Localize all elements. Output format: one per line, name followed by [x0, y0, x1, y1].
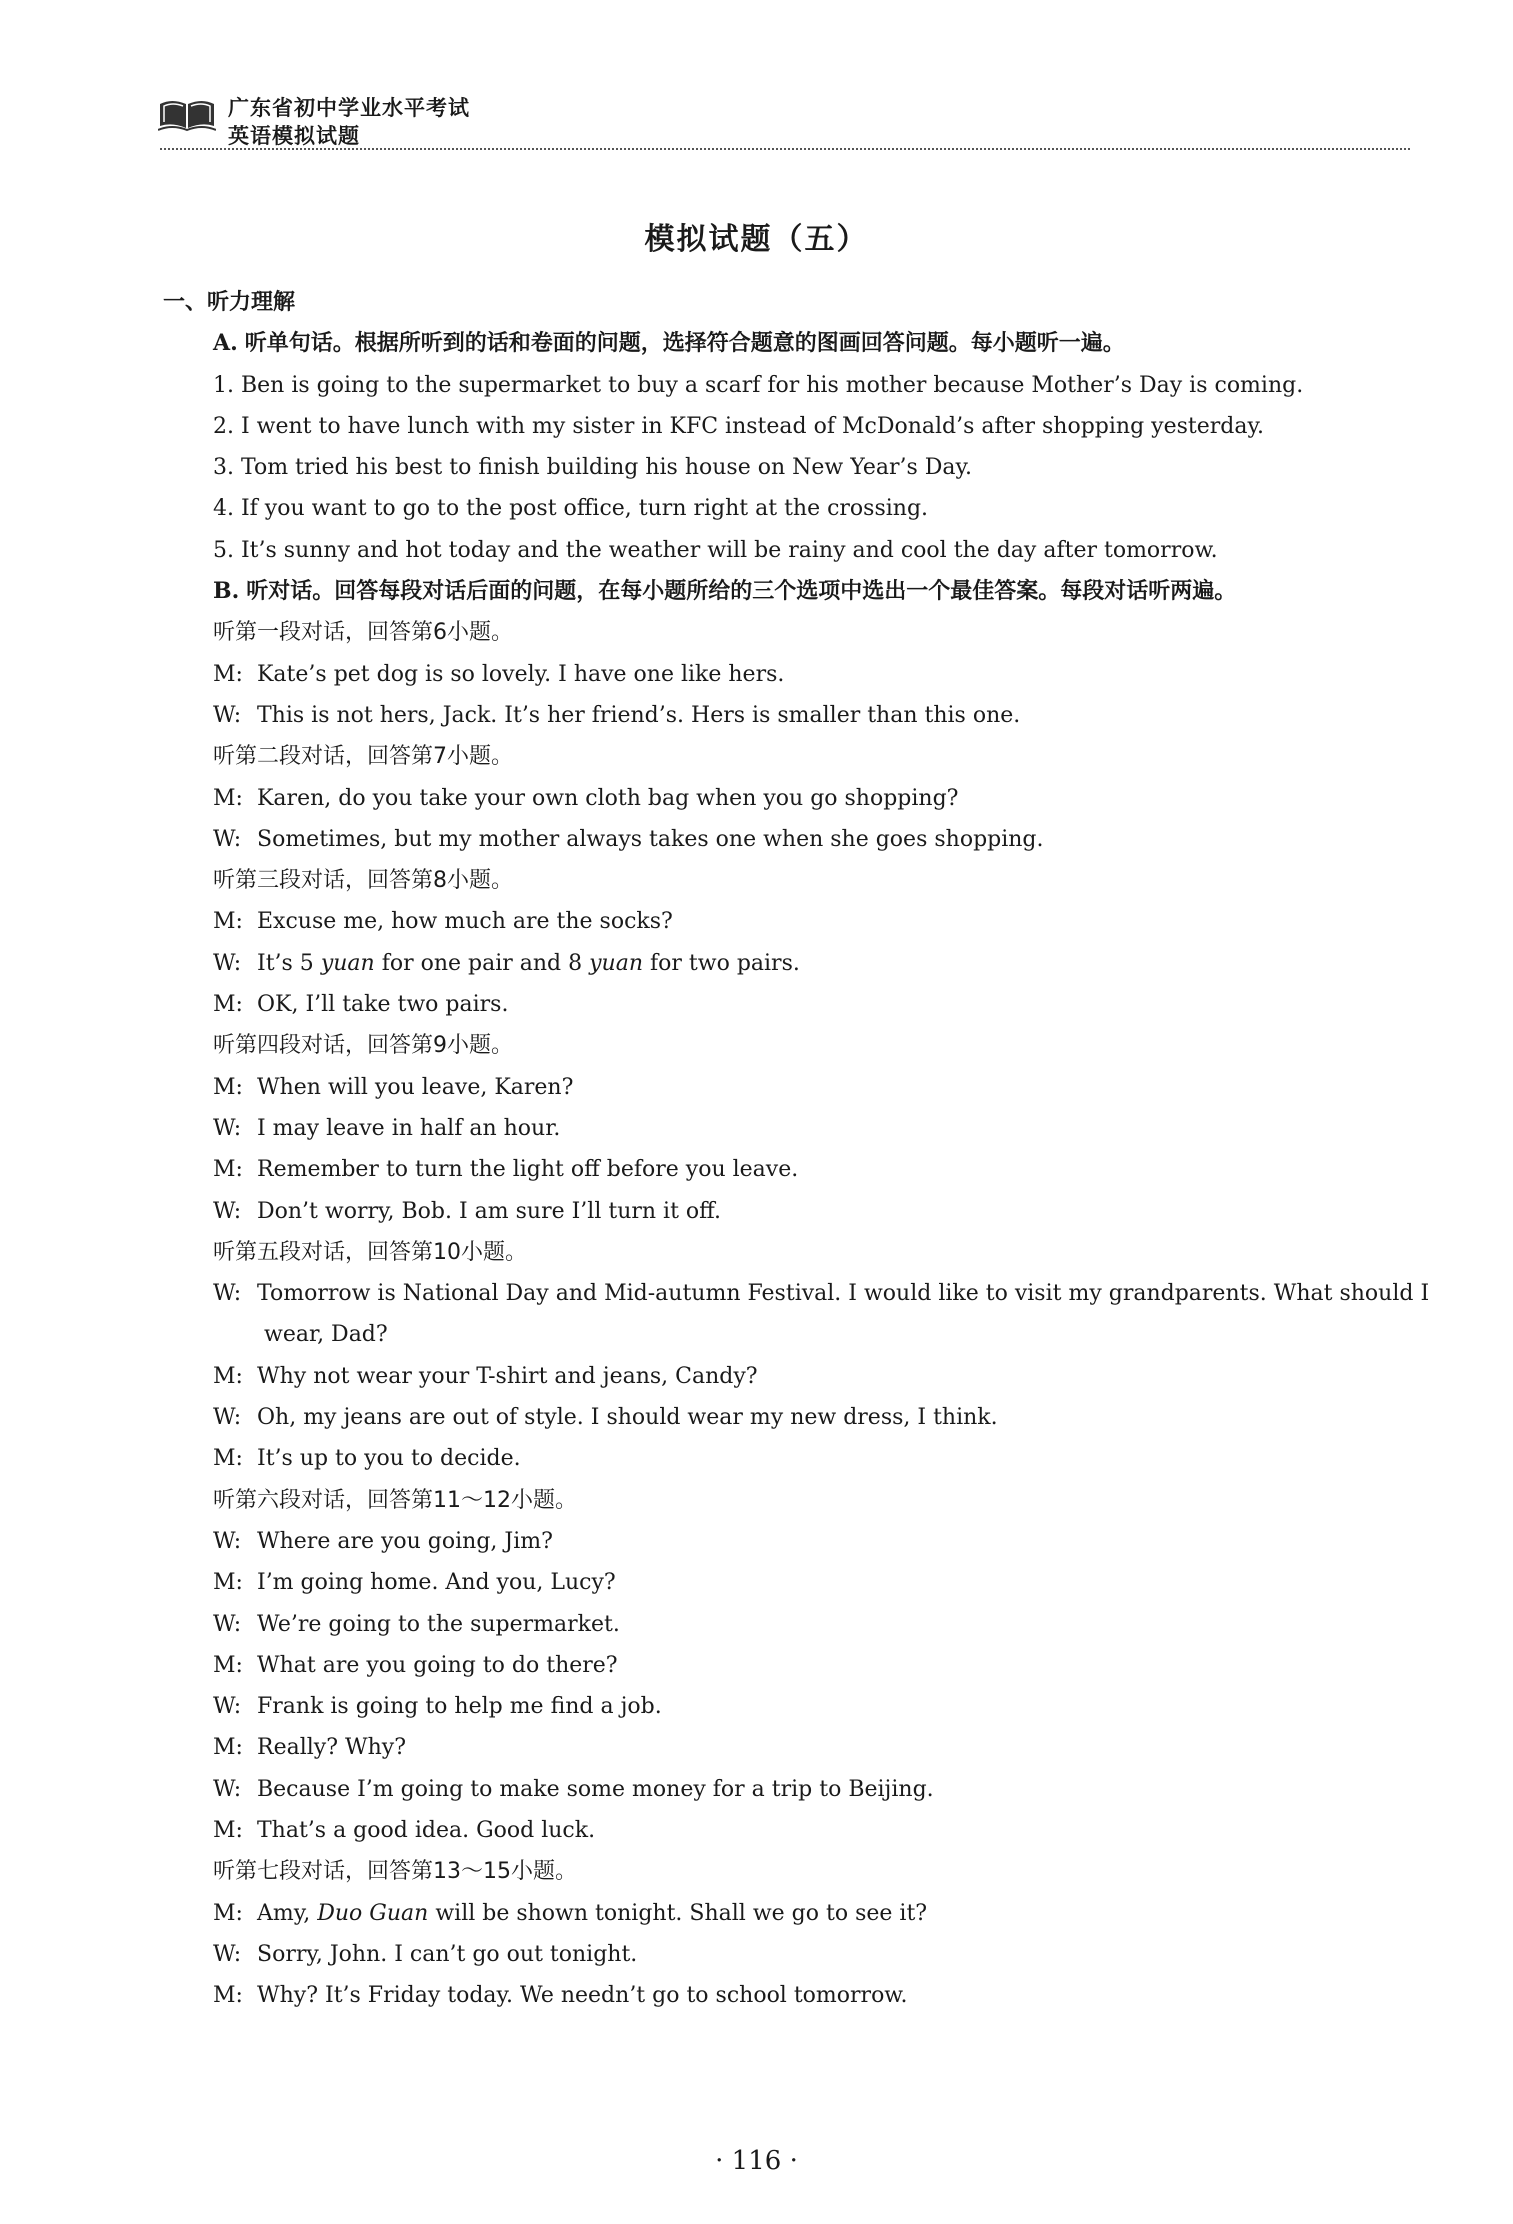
dialogue-line: [163, 1934, 1453, 1975]
speaker-label: W:: [213, 1281, 242, 1307]
utterance-text: Because I’m going to make some money for a trip to Beijing.: [257, 1776, 934, 1802]
dialogues: [163, 612, 1453, 2016]
speaker-label: W:: [213, 1694, 242, 1720]
header-divider: [160, 148, 1410, 150]
speaker-label: M:: [213, 1900, 243, 1926]
page-number: · 116 ·: [715, 2146, 798, 2176]
dialogue-heading: 听第二段对话，回答第7小题。: [213, 744, 513, 770]
dialogue-heading: 听第一段对话，回答第6小题。: [213, 620, 513, 646]
speaker-label: M:: [213, 1570, 243, 1596]
part-b-instruction-text: 听对话。回答每段对话后面的问题，在每小题所给的三个选项中选出一个最佳答案。每段对话听两遍。: [246, 579, 1237, 605]
book-icon: [158, 96, 216, 132]
listening-item: 2. I went to have lunch with my sister in KFC instead of McDonald’s after shopping yesterday.: [213, 413, 1264, 439]
speaker-label: W:: [213, 1941, 242, 1967]
dialogue-heading: 听第六段对话，回答第11～12小题。: [213, 1487, 577, 1513]
utterance-text: Oh, my jeans are out of style. I should wear my new dress, I think.: [257, 1405, 998, 1431]
dialogue-line: [163, 984, 1453, 1025]
speaker-label: W:: [213, 1776, 242, 1802]
speaker-label: M:: [213, 1983, 243, 2009]
dialogue-line: [163, 1686, 1453, 1727]
dialogue-line: [163, 943, 1453, 984]
utterance-text: Don’t worry, Bob. I am sure I’ll turn it off.: [257, 1198, 721, 1224]
utterance-text: Where are you going, Jim?: [257, 1528, 553, 1554]
dialogue-line: [163, 1397, 1453, 1438]
dialogue-line: [163, 1810, 1453, 1851]
dialogue-heading: 听第五段对话，回答第10小题。: [213, 1239, 527, 1265]
speaker-label: M:: [213, 1074, 243, 1100]
utterance-text: Frank is going to help me find a job.: [257, 1694, 662, 1720]
speaker-label: W:: [213, 950, 242, 976]
utterance-text: What are you going to do there?: [257, 1652, 618, 1678]
utterance-text: Really? Why?: [257, 1735, 406, 1761]
listening-item: 3. Tom tried his best to finish building his house on New Year’s Day.: [213, 455, 973, 481]
dialogue-line: [163, 1067, 1453, 1108]
utterance-text: This is not hers, Jack. It’s her friend’s. Hers is smaller than this one.: [257, 702, 1021, 728]
dialogue-line: [163, 901, 1453, 942]
speaker-label: W:: [213, 1405, 242, 1431]
dialogue-line: [163, 1893, 1453, 1934]
part-a-label: A.: [213, 330, 238, 357]
dialogue-line: [163, 1645, 1453, 1686]
speaker-label: W:: [213, 826, 242, 852]
speaker-label: W:: [213, 1611, 242, 1637]
utterance-text: Amy, Duo Guan will be shown tonight. Shall we go to see it?: [257, 1900, 928, 1926]
speaker-label: M:: [213, 992, 243, 1018]
speaker-label: W:: [213, 1198, 242, 1224]
part-a-items: [163, 365, 1453, 571]
dialogue-line: [163, 778, 1453, 819]
speaker-label: W:: [213, 1115, 242, 1141]
speaker-label: W:: [213, 702, 242, 728]
utterance-continuation: wear, Dad?: [264, 1322, 388, 1348]
part-a-instruction: [163, 323, 1453, 364]
dialogue-line: [163, 1727, 1453, 1768]
utterance-text: Remember to turn the light off before you leave.: [257, 1157, 799, 1183]
utterance-text: Why not wear your T-shirt and jeans, Candy?: [257, 1363, 758, 1389]
dialogue-line: [163, 1273, 1453, 1314]
utterance-text: Excuse me, how much are the socks?: [257, 909, 673, 935]
utterance-text: Sorry, John. I can’t go out tonight.: [257, 1941, 638, 1967]
dialogue-line: [163, 1438, 1453, 1479]
part-b-instruction: [163, 571, 1453, 612]
header-series-title: 广东省初中学业水平考试: [228, 96, 470, 120]
speaker-label: M:: [213, 1817, 243, 1843]
dialogue-line: [163, 1521, 1453, 1562]
header-book-title: 英语模拟试题: [228, 124, 360, 148]
utterance-text: I may leave in half an hour.: [257, 1115, 561, 1141]
utterance-text: Why? It’s Friday today. We needn’t go to school tomorrow.: [257, 1983, 908, 2009]
dialogue-line: [163, 654, 1453, 695]
speaker-label: M:: [213, 1652, 243, 1678]
speaker-label: M:: [213, 1157, 243, 1183]
utterance-text: Karen, do you take your own cloth bag when you go shopping?: [257, 785, 959, 811]
dialogue-heading: 听第四段对话，回答第9小题。: [213, 1033, 513, 1059]
dialogue-heading: 听第三段对话，回答第8小题。: [213, 868, 513, 894]
utterance-text: Sometimes, but my mother always takes one when she goes shopping.: [257, 826, 1044, 852]
dialogue-line: [163, 1149, 1453, 1190]
utterance-text: I’m going home. And you, Lucy?: [257, 1570, 616, 1596]
speaker-label: W:: [213, 1528, 242, 1554]
dialogue-line: [163, 695, 1453, 736]
utterance-text: That’s a good idea. Good luck.: [257, 1817, 596, 1843]
speaker-label: M:: [213, 1363, 243, 1389]
dialogue-line: [163, 1191, 1453, 1232]
speaker-label: M:: [213, 785, 243, 811]
utterance-text: It’s 5 yuan for one pair and 8 yuan for two pairs.: [257, 950, 800, 976]
dialogue-heading: 听第七段对话，回答第13～15小题。: [213, 1859, 577, 1885]
dialogue-line: [163, 1356, 1453, 1397]
speaker-label: M:: [213, 1735, 243, 1761]
part-a-instruction-text: 听单句话。根据所听到的话和卷面的问题，选择符合题意的图画回答问题。每小题听一遍。: [244, 331, 1125, 357]
listening-item: 5. It’s sunny and hot today and the weather will be rainy and cool the day after tomorrow.: [213, 537, 1218, 563]
dialogue-line: [163, 1562, 1453, 1603]
document-body: [163, 282, 1453, 2016]
utterance-text: It’s up to you to decide.: [257, 1446, 521, 1472]
section-heading: 一、听力理解: [163, 290, 296, 315]
dialogue-line: [163, 1769, 1453, 1810]
page-title: 模拟试题（五）: [644, 222, 869, 257]
utterance-text: When will you leave, Karen?: [257, 1074, 574, 1100]
dialogue-line: [163, 1604, 1453, 1645]
speaker-label: M:: [213, 661, 243, 687]
dialogue-line: [163, 1108, 1453, 1149]
part-b-label: B.: [213, 578, 240, 605]
utterance-text: Tomorrow is National Day and Mid-autumn Festival. I would like to visit my grandparents. What should I: [257, 1281, 1430, 1307]
dialogue-line: [163, 819, 1453, 860]
utterance-text: OK, I’ll take two pairs.: [257, 992, 509, 1018]
utterance-text: We’re going to the supermarket.: [257, 1611, 620, 1637]
speaker-label: M:: [213, 1446, 243, 1472]
dialogue-line: [163, 1975, 1453, 2016]
speaker-label: M:: [213, 909, 243, 935]
utterance-text: Kate’s pet dog is so lovely. I have one like hers.: [257, 661, 785, 687]
listening-item: 1. Ben is going to the supermarket to buy a scarf for his mother because Mother’s Day is coming.: [213, 372, 1304, 398]
listening-item: 4. If you want to go to the post office, turn right at the crossing.: [213, 496, 929, 522]
